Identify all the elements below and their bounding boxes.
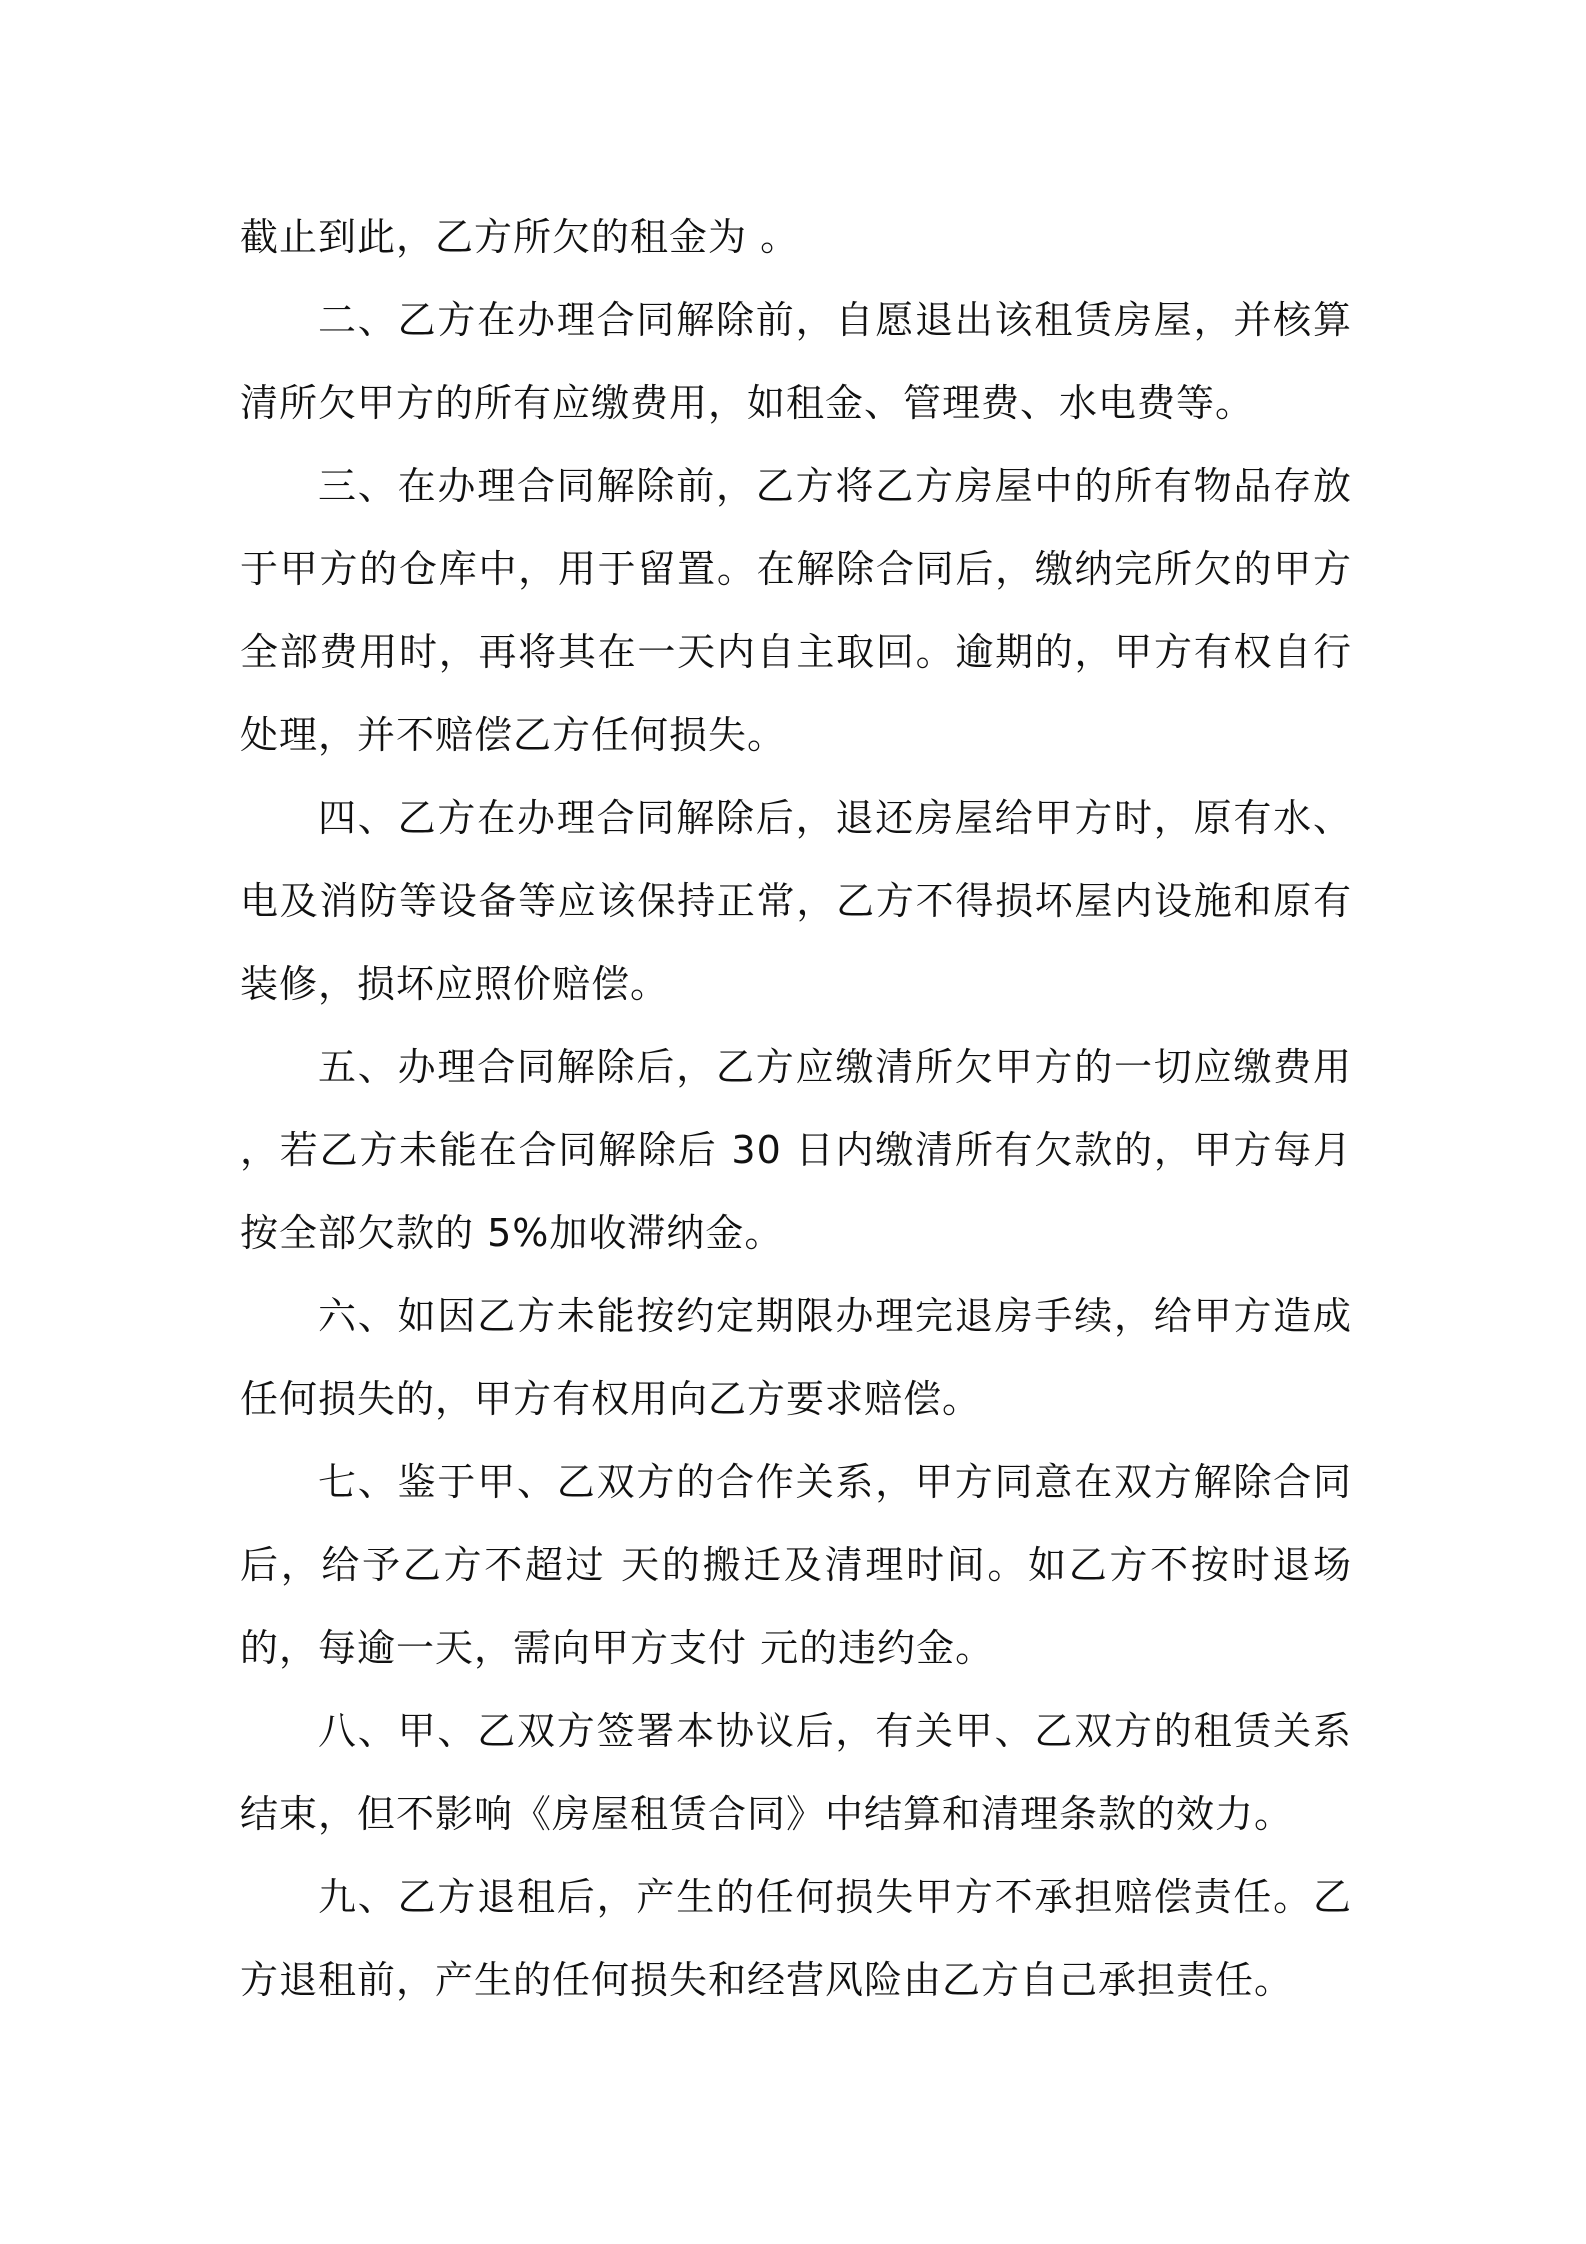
document-body	[240, 196, 1352, 2022]
clause-9: 九、乙方退租后，产生的任何损失甲方不承担赔偿责任。乙方退租前，产生的任何损失和经营风险由乙方自己承担责任。	[240, 1875, 1352, 2002]
clause-2: 二、乙方在办理合同解除前，自愿退出该租赁房屋，并核算清所欠甲方的所有应缴费用，如租金、管理费、水电费等。	[240, 298, 1352, 425]
clause-8: 八、甲、乙双方签署本协议后，有关甲、乙双方的租赁关系结束，但不影响《房屋租赁合同》中结算和清理条款的效力。	[240, 1709, 1352, 1836]
clause-7: 七、鉴于甲、乙双方的合作关系，甲方同意在双方解除合同后，给予乙方不超过 天的搬迁及清理时间。如乙方不按时退场的，每逾一天，需向甲方支付 元的违约金。	[240, 1460, 1352, 1670]
paragraph-1: 截止到此，乙方所欠的租金为 。	[240, 215, 800, 259]
clause-6: 六、如因乙方未能按约定期限办理完退房手续，给甲方造成任何损失的，甲方有权用向乙方要求赔偿。	[240, 1294, 1352, 1421]
clause-4: 四、乙方在办理合同解除后，退还房屋给甲方时，原有水、电及消防等设备等应该保持正常，乙方不得损坏屋内设施和原有装修，损坏应照价赔偿。	[240, 796, 1352, 1006]
clause-5: 五、办理合同解除后，乙方应缴清所欠甲方的一切应缴费用 ，若乙方未能在合同解除后 30 日内缴清所有欠款的，甲方每月按全部欠款的 5%加收滞纳金。	[240, 1045, 1352, 1255]
clause-3: 三、在办理合同解除前，乙方将乙方房屋中的所有物品存放于甲方的仓库中，用于留置。在解除合同后，缴纳完所欠的甲方全部费用时，再将其在一天内自主取回。逾期的，甲方有权自行处理，并不赔偿乙方任何损失。	[240, 464, 1352, 757]
